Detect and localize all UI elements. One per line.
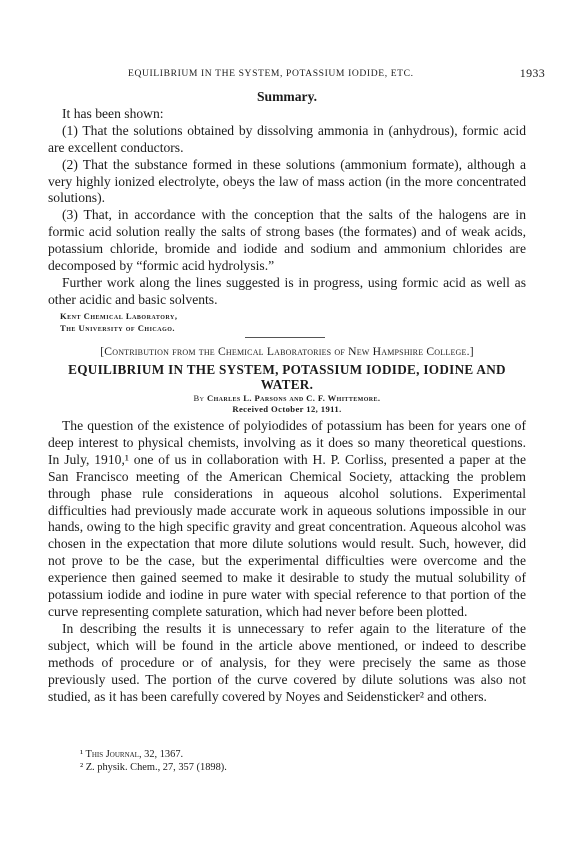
running-head: EQUILIBRIUM IN THE SYSTEM, POTASSIUM IODIDE, ETC.: [128, 68, 414, 79]
received-date: Received October 12, 1911.: [232, 404, 342, 414]
footnote-1: ¹ This Journal, 32, 1367.: [80, 749, 184, 760]
body-paragraph-2: In describing the results it is unnecessary to refer again to the literature of the subject, which will be found in the article above mentioned, or indeed to describe methods of procedure or of analysis, for they were precisely the same as those previously used. The portion of the curve covered by dilute solutions was also not studied, as it has been carefully covered by Noyes and Seidensticker² and others.: [48, 620, 526, 704]
footnote-2: ² Z. physik. Chem., 27, 357 (1898).: [80, 762, 227, 773]
further-work-paragraph: Further work along the lines suggested is in progress, using formic acid as well as other acidic and basic solvents.: [48, 274, 526, 307]
summary-heading: Summary.: [256, 89, 318, 104]
article-title: [48, 362, 526, 392]
summary-intro: It has been shown:: [62, 105, 164, 121]
footnotes: [80, 748, 227, 774]
author-line: [48, 393, 526, 404]
laboratory-affiliation: [60, 311, 177, 334]
summary-section: [48, 89, 526, 309]
page-number: 1933: [519, 66, 545, 80]
summary-item-3: (3) That, in accordance with the conception that the salts of the halogens are in formic acid solution really the salts of strong bases (the formates) and of weak acids, potassium chloride, bromide and iodide and sodium and ammonium chlorides are decomposed by “formic acid hydrolysis.”: [48, 207, 526, 274]
by-label: By: [193, 393, 205, 403]
lab-line-2: The University of Chicago.: [60, 322, 176, 333]
summary-item-2: (2) That the substance formed in these solutions (ammonium formate), although a very highly ionized electrolyte, obeys the law of mass action (in the more concentrated solutions).: [48, 156, 526, 206]
article-body: [48, 418, 526, 705]
section-divider: [245, 337, 325, 338]
lab-line-1: Kent Chemical Laboratory,: [60, 311, 178, 321]
body-paragraph-1: The question of the existence of polyiodides of potassium has been for years one of deep interest to physical chemists, involving as it does so many theoretical questions. In July, 1910,¹ one of us in collaboration with H. P. Corliss, presented a paper at the San Francisco meeting of the American Chemical Society, attacking the problem through phase rule considerations in aqueous alcohol solutions. Experimental difficulties had previously made accurate work in aqueous solutions impossible in our hands, owing to the high specific gravity and great concentration. Aqueous alcohol was chosen in the expectation that more dilute solutions would result. Such, however, did not prove to be the case, but the experimental difficulties were overcome and the experience then gained seemed to make it desirable to study the mutual solubility of potassium iodide and iodine in pure water with special reference to that portion of the curve representing complete saturation, which had never before been plotted.: [48, 418, 526, 619]
contribution-note: [Contribution from the Chemical Laboratories of New Hampshire College.]: [100, 345, 474, 358]
article-title-line-2: WATER.: [260, 377, 314, 392]
byline: [48, 393, 526, 415]
summary-item-1: (1) That the solutions obtained by dissolving ammonia in (anhydrous), formic acid are excellent conductors.: [48, 122, 526, 155]
article-title-line-1: EQUILIBRIUM IN THE SYSTEM, POTASSIUM IODIDE, IODINE AND: [68, 362, 506, 377]
author-names: Charles L. Parsons and C. F. Whittemore.: [206, 393, 381, 403]
